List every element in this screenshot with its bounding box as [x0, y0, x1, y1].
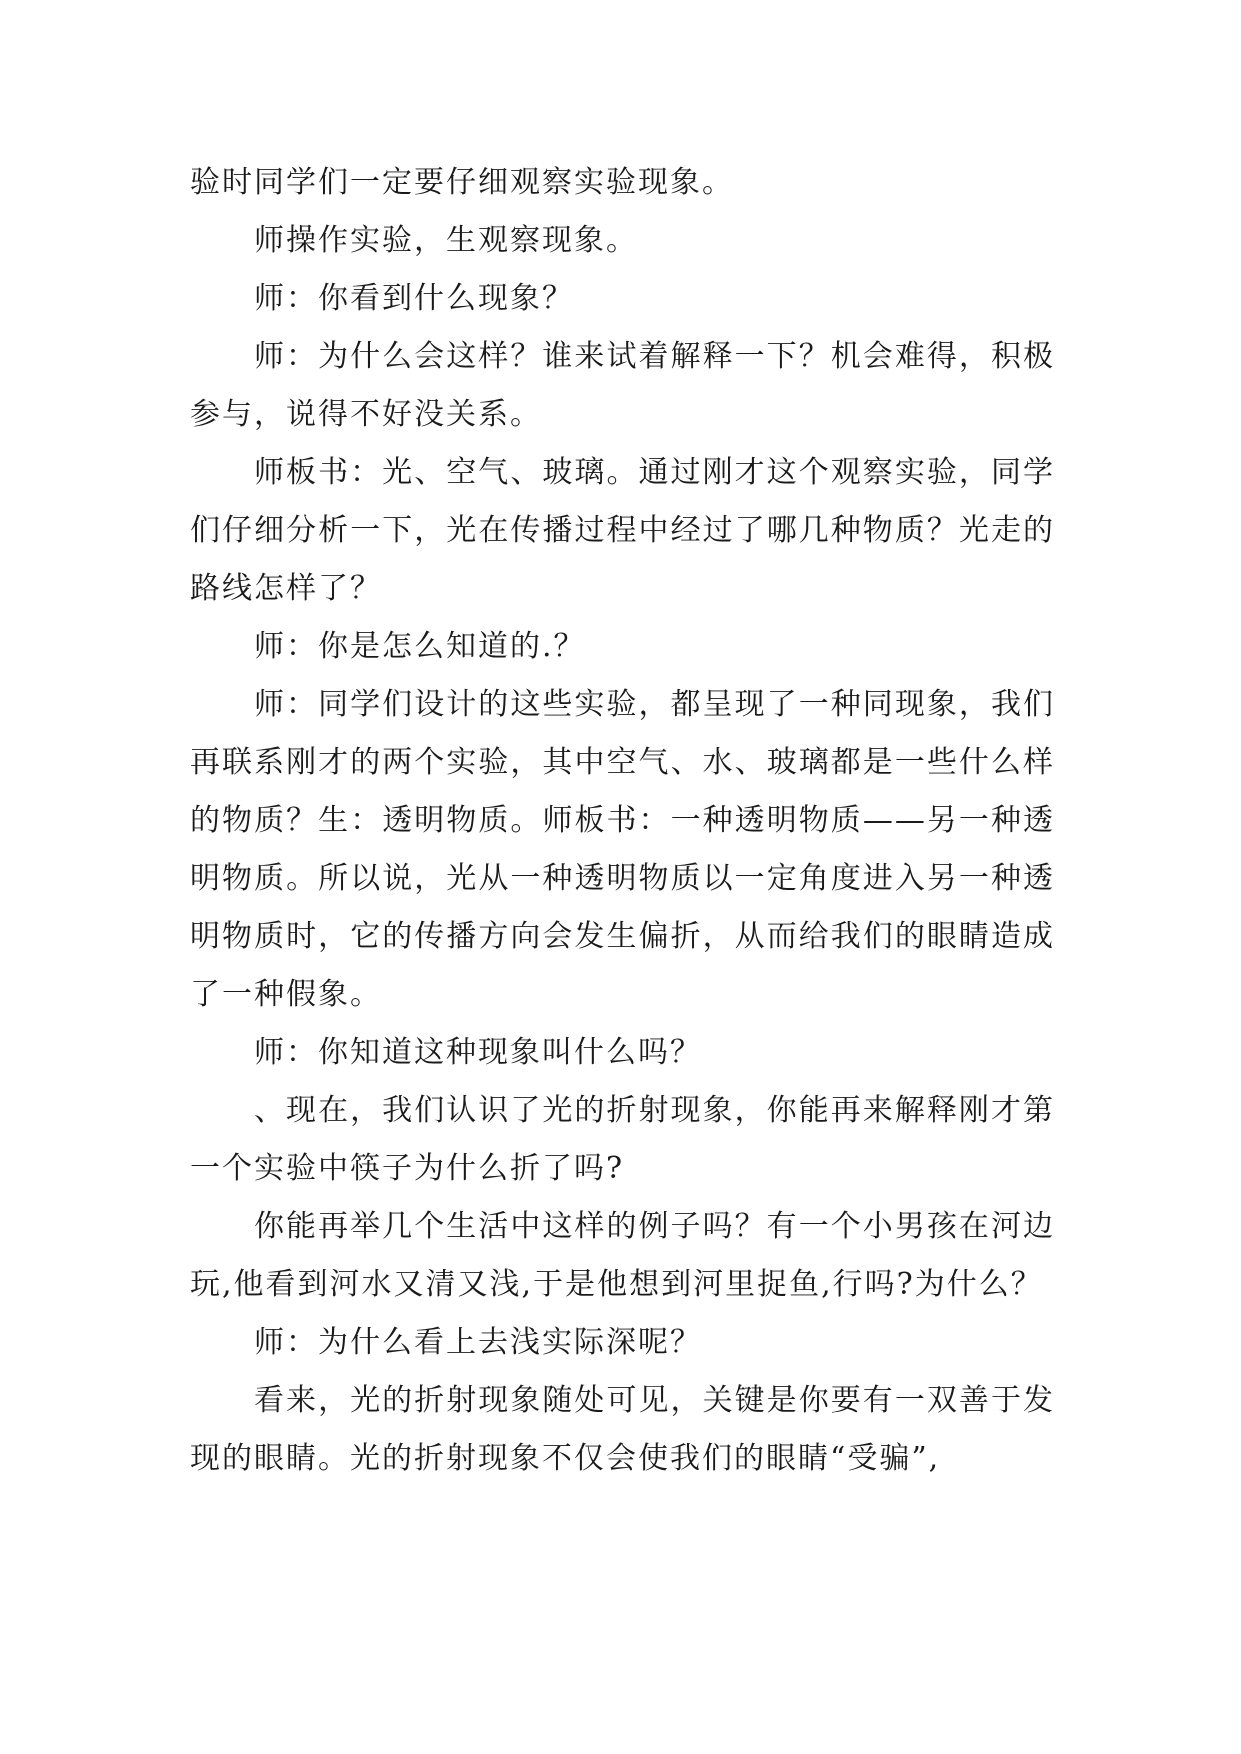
paragraph: 验时同学们一定要仔细观察实验现象。 — [190, 165, 734, 200]
paragraph: 师：你看到什么现象？ — [254, 281, 574, 316]
document-body — [190, 154, 1055, 1488]
paragraph: 师操作实验，生观察现象。 — [254, 223, 638, 258]
paragraph: 、现在，我们认识了光的折射现象，你能再来解释刚才第一个实验中筷子为什么折了吗? — [190, 1093, 1055, 1186]
paragraph: 师：同学们设计的这些实验，都呈现了一种同现象，我们再联系刚才的两个实验，其中空气、水、玻璃都是一些什么样的物质？生：透明物质。师板书：一种透明物质——另一种透明物质。所以说，光从一种透明物质以一定角度进入另一种透明物质时，它的传播方向会发生偏折，从而给我们的眼睛造成了一种假象。 — [190, 687, 1055, 1012]
paragraph: 师：为什么会这样？谁来试着解释一下？机会难得，积极参与，说得不好没关系。 — [190, 339, 1055, 432]
paragraph: 师：你知道这种现象叫什么吗？ — [254, 1035, 702, 1070]
paragraph: 师：为什么看上去浅实际深呢？ — [254, 1325, 702, 1360]
paragraph: 师板书：光、空气、玻璃。通过刚才这个观察实验，同学们仔细分析一下，光在传播过程中经过了哪几种物质？光走的路线怎样了？ — [190, 455, 1055, 606]
paragraph: 看来，光的折射现象随处可见，关键是你要有一双善于发现的眼睛。光的折射现象不仅会使我们的眼睛“受骗”, — [190, 1383, 1055, 1476]
paragraph: 你能再举几个生活中这样的例子吗？有一个小男孩在河边玩,他看到河水又清又浅,于是他想到河里捉鱼,行吗?为什么？ — [190, 1209, 1055, 1302]
paragraph: 师：你是怎么知道的.？ — [254, 629, 586, 664]
